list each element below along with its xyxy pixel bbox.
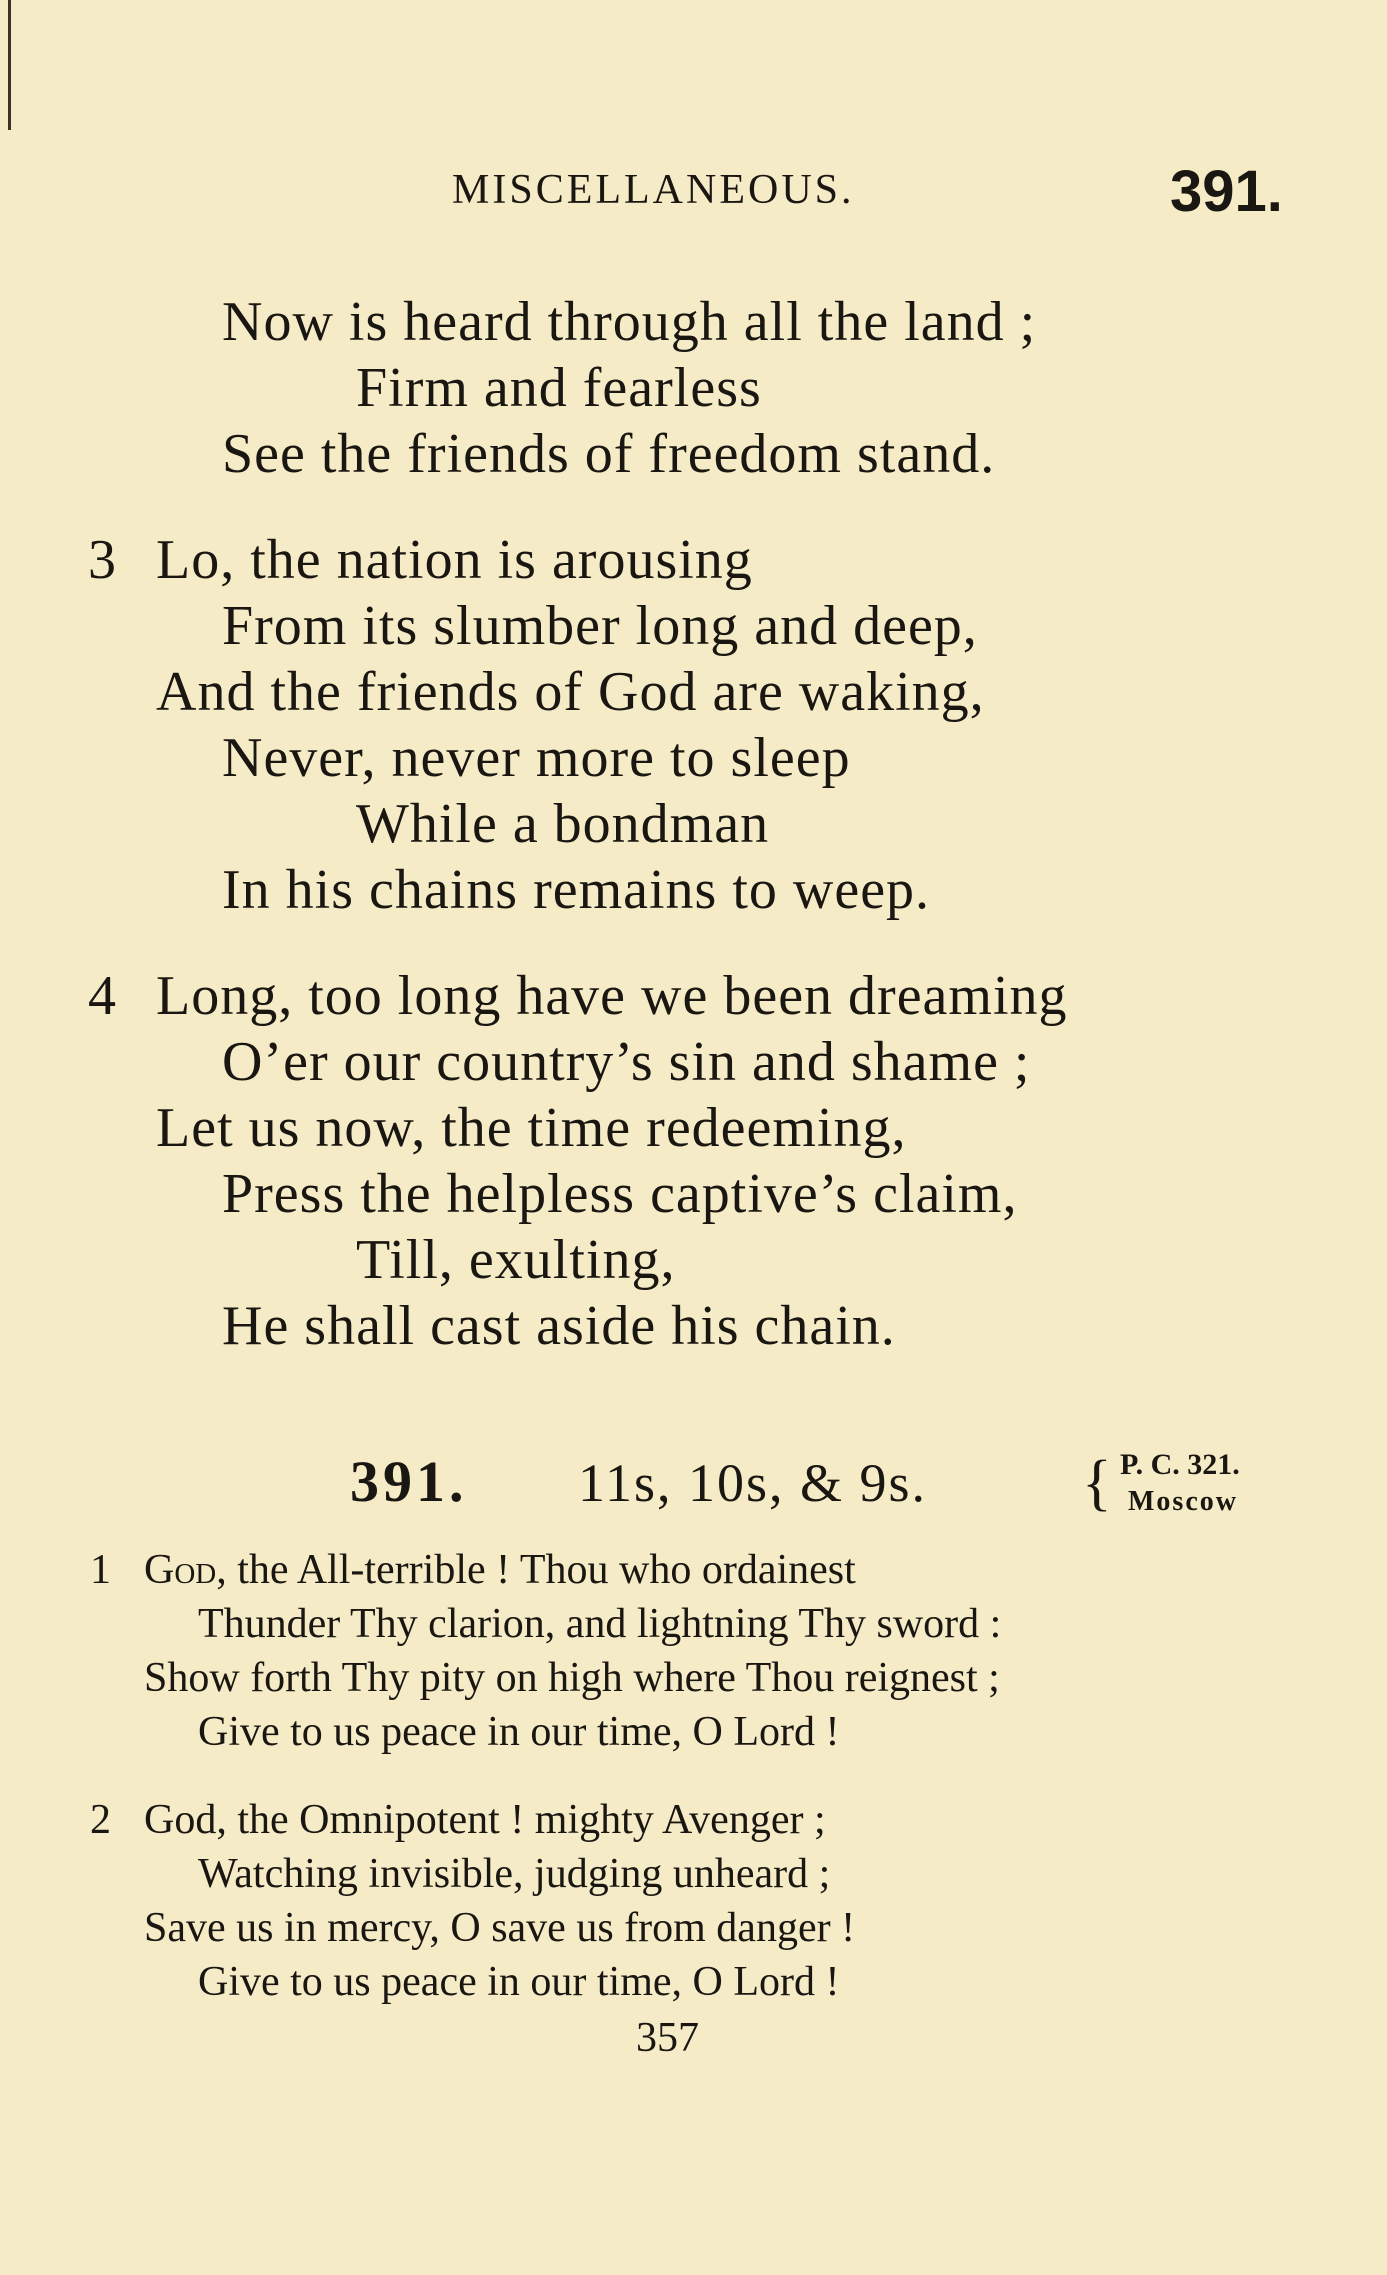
hymn-line: Never, never more to sleep [222, 727, 851, 789]
verse-number: 1 [90, 1547, 111, 1593]
hymn-line: Firm and fearless [356, 357, 762, 419]
verse-number: 3 [88, 529, 116, 591]
page-number: 391. [1170, 159, 1283, 224]
first-line-rest: , the All-terrible ! Thou who ordainest [216, 1547, 856, 1593]
hymn-line: He shall cast aside his chain. [222, 1295, 896, 1357]
hymn-line: Till, exulting, [356, 1229, 676, 1291]
running-head: MISCELLANEOUS. [452, 167, 855, 213]
hymn-line: While a bondman [356, 793, 770, 855]
folio-number: 357 [636, 2015, 699, 2061]
hymn-line: O’er our country’s sin and shame ; [222, 1031, 1031, 1093]
brace-glyph: { [1082, 1449, 1112, 1517]
hymn-line: Save us in mercy, O save us from danger ! [144, 1905, 856, 1951]
hymn-line: See the friends of freedom stand. [222, 423, 996, 485]
hymn-line: God, the Omnipotent ! mighty Avenger ; [144, 1797, 826, 1843]
hymn-number: 391. [350, 1449, 468, 1514]
page-edge-line [8, 0, 11, 130]
verse-number: 2 [90, 1797, 111, 1843]
hymn-line: Now is heard through all the land ; [222, 291, 1037, 353]
tune-reference: P. C. 321. [1120, 1448, 1240, 1481]
verse-number: 4 [88, 965, 116, 1027]
hymn-line: And the friends of God are waking, [156, 661, 985, 723]
hymn-line: Thunder Thy clarion, and lightning Thy sword : [198, 1601, 1002, 1647]
hymn-line [144, 1546, 856, 1594]
hymn-line: In his chains remains to weep. [222, 859, 931, 921]
hymn-line: Lo, the nation is arousing [156, 529, 753, 591]
hymn-line: Give to us peace in our time, O Lord ! [198, 1709, 840, 1755]
hymn-line: Give to us peace in our time, O Lord ! [198, 1959, 840, 2005]
hymn-meter: 11s, 10s, & 9s. [578, 1453, 928, 1513]
tune-name: Moscow [1128, 1486, 1238, 1517]
hymn-line: Long, too long have we been dreaming [156, 965, 1068, 1027]
hymn-line: Show forth Thy pity on high where Thou reignest ; [144, 1655, 1000, 1701]
hymn-line: From its slumber long and deep, [222, 595, 978, 657]
hymn-line: Press the helpless captive’s claim, [222, 1163, 1018, 1225]
hymn-line: Watching invisible, judging unheard ; [198, 1851, 831, 1897]
hymn-line: Let us now, the time redeeming, [156, 1097, 907, 1159]
first-word: God [144, 1547, 217, 1593]
